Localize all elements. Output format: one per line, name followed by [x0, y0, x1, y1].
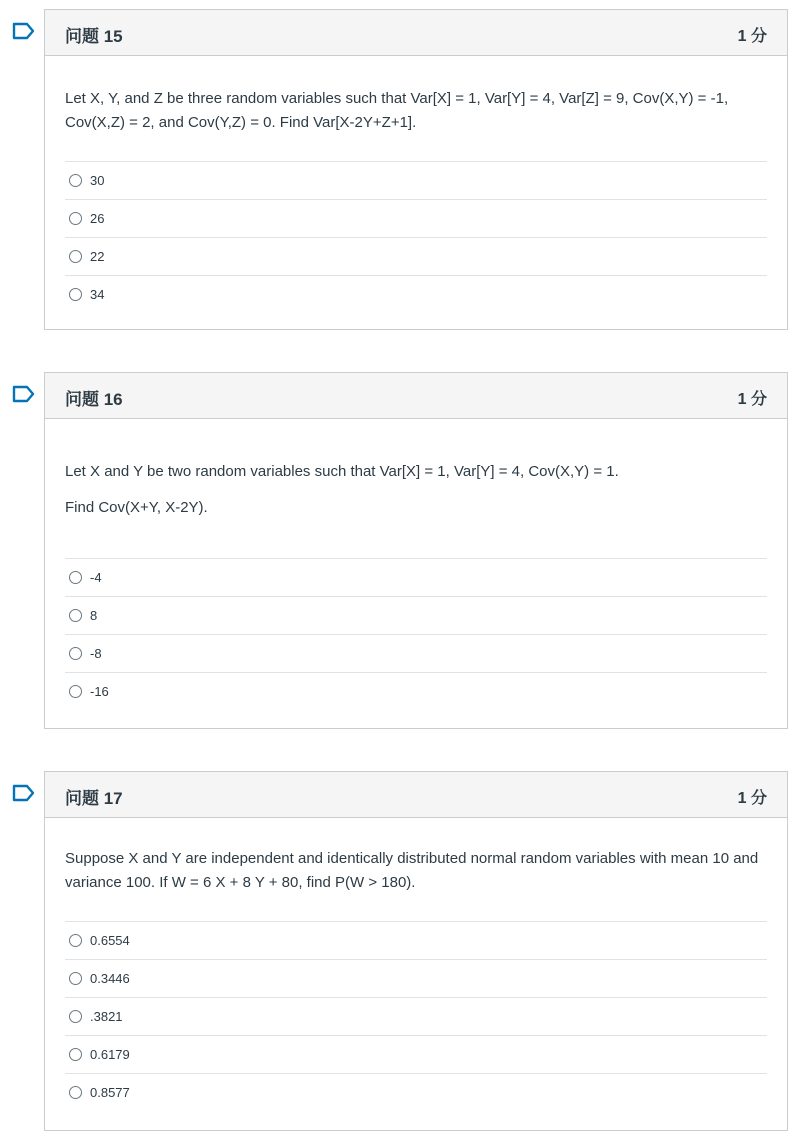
answer-label: 30 — [90, 173, 105, 188]
answer-option[interactable] — [65, 922, 767, 960]
answer-label: -16 — [90, 684, 109, 699]
answer-option[interactable] — [65, 162, 767, 200]
question-card — [44, 372, 788, 729]
answer-option[interactable] — [65, 276, 767, 313]
answer-label: 0.6179 — [90, 1047, 130, 1062]
radio-button[interactable] — [69, 647, 82, 660]
answer-label: -4 — [90, 570, 102, 585]
answer-option[interactable] — [65, 998, 767, 1036]
radio-button[interactable] — [69, 685, 82, 698]
question-title: 问题 17 — [65, 789, 123, 808]
question-points: 1 分 — [737, 28, 767, 45]
answer-option[interactable] — [65, 597, 767, 635]
flag-question-icon[interactable] — [12, 784, 36, 802]
radio-button[interactable] — [69, 288, 82, 301]
question-points: 1 分 — [737, 391, 767, 408]
question-paragraph: Find Cov(X+Y, X-2Y). — [65, 499, 208, 516]
radio-button[interactable] — [69, 1010, 82, 1023]
flag-question-icon[interactable] — [12, 385, 36, 403]
answer-list — [65, 161, 767, 313]
answer-label: -8 — [90, 646, 102, 661]
answer-list — [65, 921, 767, 1111]
question-title: 问题 16 — [65, 390, 123, 409]
radio-button[interactable] — [69, 934, 82, 947]
question-paragraph: Suppose X and Y are independent and identically distributed normal random variables with mean 10 and variance 100. If W = 6 X + 8 Y + 80, find P(W > 180). — [65, 850, 759, 891]
radio-button[interactable] — [69, 212, 82, 225]
flag-question-icon[interactable] — [12, 22, 36, 40]
radio-button[interactable] — [69, 1048, 82, 1061]
question-text — [65, 56, 767, 161]
answer-label: 22 — [90, 249, 105, 264]
answer-list — [65, 558, 767, 710]
question-header — [45, 10, 787, 56]
question-paragraph: Let X, Y, and Z be three random variables such that Var[X] = 1, Var[Y] = 4, Var[Z] = 9, Cov(X,Y) = -1, Cov(X,Z) = 2, and Cov(Y,Z) = 0. Find Var[X-2Y+Z+1]. — [65, 90, 729, 131]
question-title: 问题 15 — [65, 27, 123, 46]
radio-button[interactable] — [69, 174, 82, 187]
answer-label: 8 — [90, 608, 98, 623]
question-paragraph: Let X and Y be two random variables such that Var[X] = 1, Var[Y] = 4, Cov(X,Y) = 1. — [65, 463, 619, 480]
radio-button[interactable] — [69, 1086, 82, 1099]
answer-label: .3821 — [90, 1009, 123, 1024]
answer-label: 0.8577 — [90, 1085, 130, 1100]
question-header — [45, 772, 787, 818]
question-points: 1 分 — [737, 790, 767, 807]
question-card — [44, 9, 788, 330]
question-header — [45, 373, 787, 419]
answer-option[interactable] — [65, 238, 767, 276]
radio-button[interactable] — [69, 609, 82, 622]
radio-button[interactable] — [69, 571, 82, 584]
answer-option[interactable] — [65, 635, 767, 673]
answer-label: 26 — [90, 211, 105, 226]
radio-button[interactable] — [69, 250, 82, 263]
answer-option[interactable] — [65, 1074, 767, 1111]
answer-option[interactable] — [65, 200, 767, 238]
answer-option[interactable] — [65, 960, 767, 998]
radio-button[interactable] — [69, 972, 82, 985]
question-text — [65, 818, 767, 921]
answer-option[interactable] — [65, 559, 767, 597]
answer-option[interactable] — [65, 673, 767, 710]
question-card — [44, 771, 788, 1131]
answer-label: 34 — [90, 287, 105, 302]
answer-label: 0.6554 — [90, 933, 130, 948]
answer-option[interactable] — [65, 1036, 767, 1074]
question-text — [65, 419, 767, 558]
answer-label: 0.3446 — [90, 971, 130, 986]
